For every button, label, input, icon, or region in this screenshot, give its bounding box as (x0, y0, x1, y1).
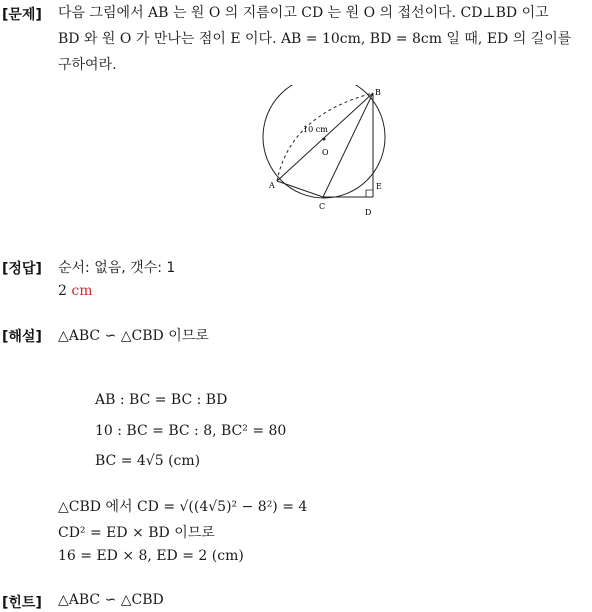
solution-eq-6: 16 = ED × 8, ED = 2 (cm) (58, 548, 244, 564)
hint-text: △ABC ∽ △CBD (58, 592, 164, 608)
label-a: A (269, 181, 275, 190)
label-e: E (376, 182, 382, 191)
solution-eq-4: △CBD 에서 CD = √((4√5)² − 8²) = 4 (58, 499, 308, 515)
circle-o (263, 85, 385, 198)
problem-tag: [문제] (2, 7, 42, 23)
hint-tag: [힌트] (2, 595, 42, 611)
segment-ac (277, 181, 323, 197)
center-dot (323, 138, 326, 141)
label-d: D (365, 208, 372, 217)
label-c: C (319, 202, 326, 211)
solution-eq-5: CD² = ED × BD 이므로 (58, 525, 215, 541)
solution-eq-2: 10 : BC = BC : 8, BC² = 80 (95, 423, 287, 439)
problem-text (58, 0, 588, 78)
answer-meta: 순서: 없음, 갯수: 1 (58, 260, 176, 276)
label-length: 10 cm (303, 125, 328, 134)
problem-line-2: BD 와 원 O 가 만나는 점이 E 이다. AB = 10cm, BD = 8cm 일 때, ED 의 길이를 (58, 31, 572, 47)
answer-value: 2 (58, 283, 67, 299)
problem-line-1: 다음 그림에서 AB 는 원 O 의 지름이고 CD 는 원 O 의 접선이다. CD⊥BD 이고 (58, 5, 549, 21)
geometry-figure (255, 85, 395, 225)
segment-ab (277, 93, 373, 181)
solution-eq-3: BC = 4√5 (cm) (95, 453, 201, 469)
answer-value-line (58, 283, 93, 299)
right-angle-mark (366, 190, 373, 197)
label-b: B (375, 88, 381, 97)
solution-eq-1: AB : BC = BC : BD (95, 392, 228, 408)
solution-tag: [해설] (2, 329, 42, 345)
label-o: O (322, 148, 329, 157)
solution-intro: △ABC ∽ △CBD 이므로 (58, 328, 209, 344)
answer-tag: [정답] (2, 261, 42, 277)
problem-line-3: 구하여라. (58, 57, 117, 73)
answer-unit: cm (71, 283, 93, 299)
